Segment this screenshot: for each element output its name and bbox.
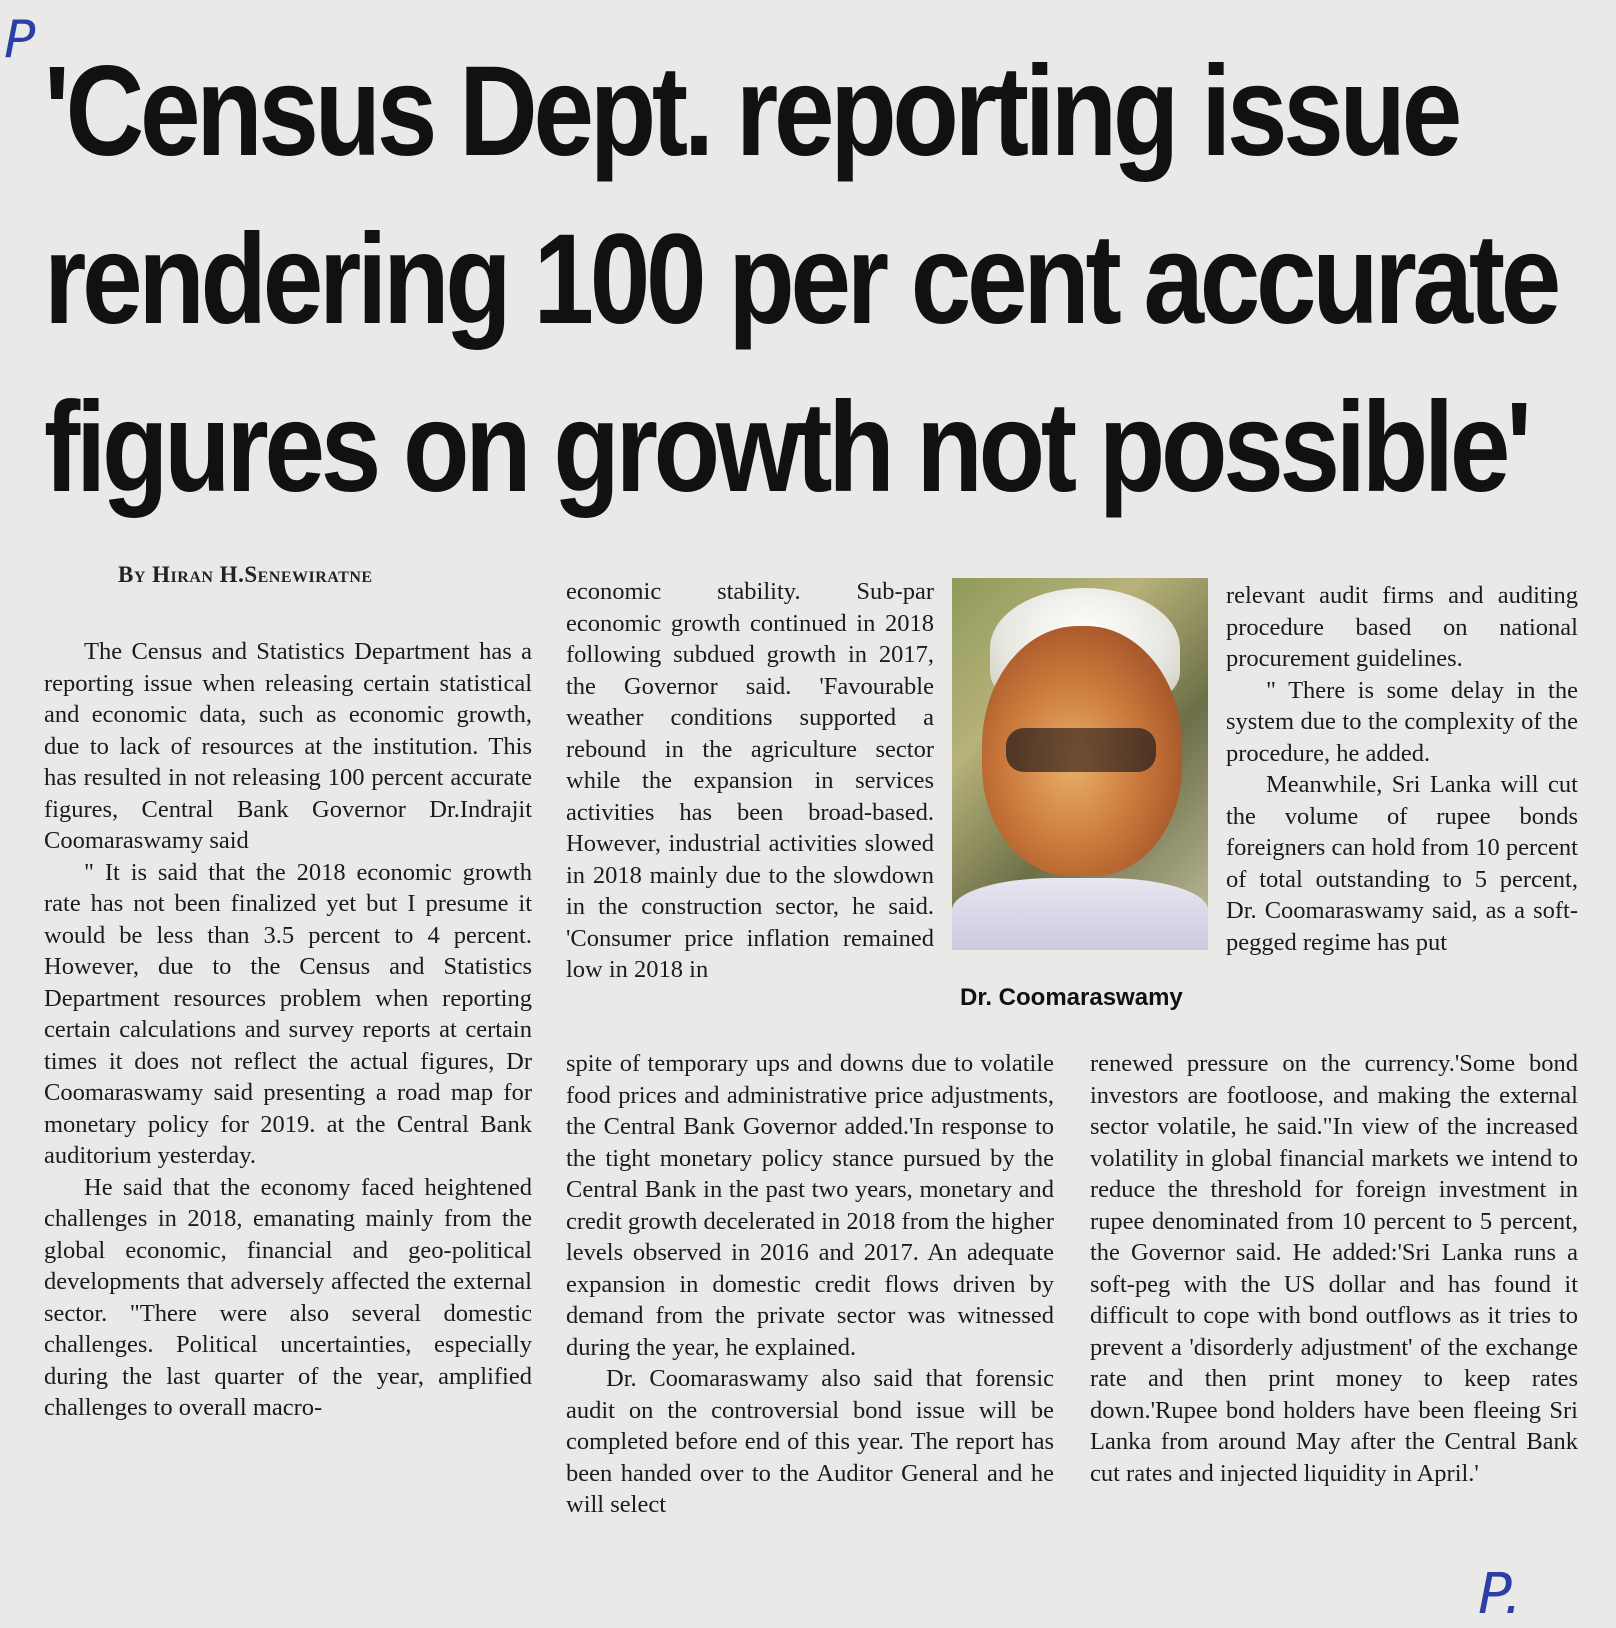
photo-shirt	[952, 878, 1208, 950]
col2-paragraph-bottom: spite of temporary ups and downs due to volatile food prices and administrative price adjustments, the Central Bank Governor added.'In response to the tight monetary policy stance pursued by the Central Bank in the past two years, monetary and credit growth decelerated in 2018 from the higher levels observed in 2016 and 2017. An adequate expansion in domestic credit flows driven by demand from the private sector was witnessed during the year, he explained.	[566, 1050, 1054, 1361]
col3-paragraph-1: relevant audit firms and auditing procedure based on national procurement guidelines.	[1226, 582, 1578, 672]
byline: By Hiran H.Senewiratne	[118, 562, 373, 587]
headline-line-1: 'Census Dept. reporting issue	[44, 40, 1459, 183]
col1-paragraph-1: The Census and Statistics Department has a reporting issue when releasing certain statistical and economic data, such as economic growth, due to lack of resources at the institution. This has resulted in not releasing 100 percent accurate figures, Central Bank Governor Dr.Indrajit Coomaraswamy said	[44, 638, 532, 854]
column-2-top	[566, 576, 934, 986]
handwritten-end-mark: P.	[1478, 1562, 1522, 1627]
photo-glasses	[1006, 728, 1156, 772]
headline-line-3: figures on growth not possible'	[44, 376, 1528, 519]
col1-paragraph-2: " It is said that the 2018 economic growth rate has not been finalized yet but I presume it would be less than 3.5 percent to 4 percent. However, due to the Census and Statistics Department resources problem when reporting certain calculations and survey reports at certain times it does not reflect the actual figures, Dr Coomaraswamy said presenting a road map for monetary policy for 2019. at the Central Bank auditorium yesterday.	[44, 858, 532, 1169]
col3-paragraph-bottom: renewed pressure on the currency.'Some bond investors are footloose, and making the external sector volatile, he said."In view of the increased volatility in global financial markets we intend to reduce the threshold for foreign investment in rupee denominated from 10 percent to 5 percent, the Governor said. He added:'Sri Lanka runs a soft-peg with the US dollar and has found it difficult to cope with bond outflows as it tries to prevent a 'disorderly adjustment' of the exchange rate and then print money to keep rates down.'Rupee bond holders have been fleeing Sri Lanka from around May after the Central Bank cut rates and injected liquidity in April.'	[1090, 1050, 1578, 1487]
col1-paragraph-3: He said that the economy faced heightened challenges in 2018, emanating mainly from the global economic, financial and geo-political developments that adversely affected the external sector. "There were also several domestic challenges. Political uncertainties, especially during the last quarter of the year, amplified challenges to overall macro-	[44, 1173, 532, 1421]
headline-line-2: rendering 100 per cent accurate	[44, 208, 1558, 351]
col3-paragraph-2: " There is some delay in the system due to the complexity of the procedure, he added.	[1226, 676, 1578, 767]
column-1	[44, 636, 532, 1424]
column-3-top	[1226, 580, 1578, 958]
column-3-bottom	[1090, 1048, 1578, 1489]
handwritten-p-mark: P	[4, 10, 36, 70]
headline	[44, 28, 1558, 532]
col3-paragraph-3: Meanwhile, Sri Lanka will cut the volume of rupee bonds foreigners can hold from 10 percent of total outstanding to 5 percent, Dr. Coomaraswamy said, as a soft-pegged regime has put	[1226, 771, 1578, 956]
column-2-bottom	[566, 1048, 1054, 1521]
col2-paragraph-2: Dr. Coomaraswamy also said that forensic audit on the controversial bond issue will be completed before end of this year. The report has been handed over to the Auditor General and he will select	[566, 1365, 1054, 1518]
portrait-photo	[952, 578, 1208, 950]
col2-paragraph-top: economic stability. Sub-par economic growth continued in 2018 following subdued growth in 2017, the Governor said. 'Favourable weather conditions supported a rebound in the agriculture sector while the expansion in services activities has been broad-based. However, industrial activities slowed in 2018 mainly due to the slowdown in the construction sector, he said. 'Consumer price inflation remained low in 2018 in	[566, 578, 934, 983]
photo-caption: Dr. Coomaraswamy	[960, 984, 1183, 1011]
